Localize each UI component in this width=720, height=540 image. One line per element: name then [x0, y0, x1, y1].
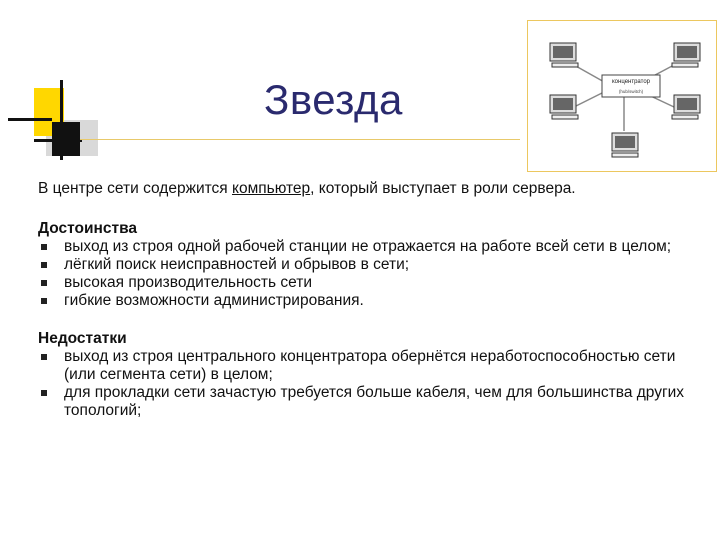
decor-vertical-line — [60, 80, 63, 160]
hub-device — [602, 75, 660, 97]
bullet-square-icon — [41, 262, 47, 268]
list-item — [38, 238, 698, 256]
hub-label: концентратор — [611, 79, 651, 85]
disadvantages-list — [38, 348, 698, 420]
decor-horizontal-line-2 — [34, 139, 82, 142]
intro-text-before: В центре сети содержится — [38, 180, 232, 197]
list-item — [38, 256, 698, 274]
slide-body — [38, 180, 698, 440]
bullet-square-icon — [41, 390, 47, 396]
bullet-square-icon — [41, 244, 47, 250]
star-topology-svg — [528, 21, 718, 173]
list-item-text: лёгкий поиск неисправностей и обрывов в сети; — [64, 256, 410, 273]
advantages-list — [38, 238, 698, 310]
decor-gold-rule — [80, 139, 520, 140]
advantages-heading: Достоинства — [38, 220, 138, 237]
computer-icon — [550, 95, 578, 119]
list-item — [38, 384, 698, 420]
list-item — [38, 348, 698, 384]
bullet-square-icon — [41, 280, 47, 286]
computer-icon — [672, 43, 700, 67]
hub-sublabel: (hub/switch) — [618, 89, 644, 94]
computer-icon — [672, 95, 700, 119]
intro-text-after: , который выступает в роли сервера. — [310, 180, 576, 197]
computer-icon — [612, 133, 638, 157]
disadvantages-heading: Недостатки — [38, 330, 127, 347]
intro-paragraph — [38, 180, 698, 198]
list-item — [38, 274, 698, 292]
list-item-text: для прокладки сети зачастую требуется больше кабеля, чем для большинства других топологий; — [64, 384, 685, 419]
computer-icon — [550, 43, 578, 67]
decor-horizontal-line — [8, 118, 52, 121]
list-item-text: гибкие возможности администрирования. — [64, 292, 364, 309]
list-item-text: выход из строя одной рабочей станции не отражается на работе всей сети в целом; — [64, 238, 672, 255]
list-item-text: высокая производительность сети — [64, 274, 312, 291]
bullet-square-icon — [41, 298, 47, 304]
intro-link-computer[interactable]: компьютер — [232, 180, 311, 197]
list-item-text: выход из строя центрального концентратора обернётся неработоспособностью сети (или сегмента сети) в целом; — [64, 348, 676, 383]
bullet-square-icon — [41, 354, 47, 360]
list-item — [38, 292, 698, 310]
slide-title: Звезда — [264, 76, 403, 123]
star-topology-diagram — [527, 20, 717, 172]
